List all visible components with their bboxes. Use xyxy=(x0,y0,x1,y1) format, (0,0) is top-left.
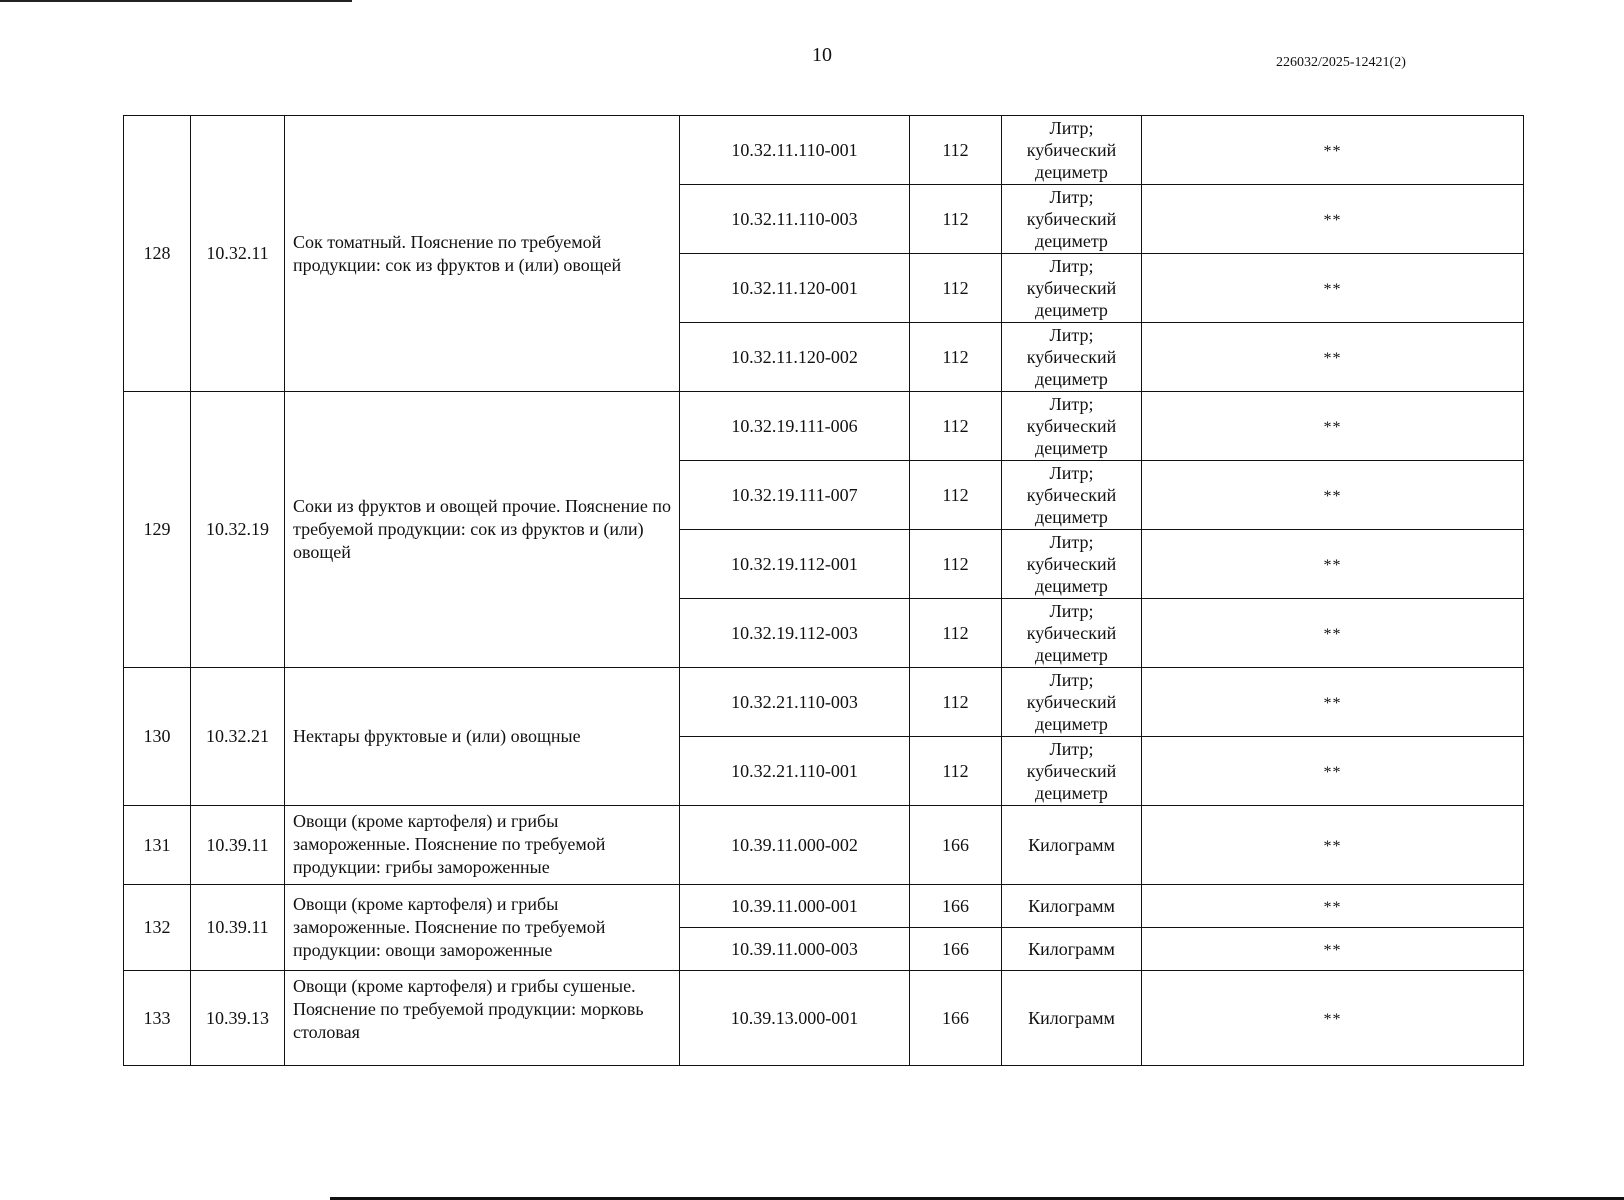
ktru-code-cell: 10.32.21.110-001 xyxy=(680,737,910,806)
table-row xyxy=(124,116,1524,185)
page-number: 10 xyxy=(812,44,832,66)
note-cell xyxy=(1142,185,1524,254)
note-cell xyxy=(1142,461,1524,530)
ktru-code-cell: 10.39.11.000-003 xyxy=(680,928,910,971)
unit-name-cell: Литр; кубический дециметр xyxy=(1002,185,1142,254)
unit-name-cell: Литр; кубический дециметр xyxy=(1002,599,1142,668)
row-number-cell: 130 xyxy=(124,668,191,806)
unit-name-cell: Килограмм xyxy=(1002,885,1142,928)
table-row xyxy=(124,971,1524,1066)
table-row xyxy=(124,806,1524,885)
okei-code-cell: 112 xyxy=(910,599,1002,668)
ktru-code-cell: 10.39.13.000-001 xyxy=(680,971,910,1066)
okei-code-cell: 166 xyxy=(910,928,1002,971)
product-name-cell: Сок томатный. Пояснение по требуемой продукции: сок из фруктов и (или) овощей xyxy=(285,116,680,392)
note-stars: ** xyxy=(1323,142,1342,160)
row-number-cell: 132 xyxy=(124,885,191,971)
okei-code-cell: 112 xyxy=(910,530,1002,599)
okei-code-cell: 112 xyxy=(910,668,1002,737)
ktru-code-cell: 10.32.19.111-007 xyxy=(680,461,910,530)
okei-code-cell: 112 xyxy=(910,254,1002,323)
note-stars: ** xyxy=(1323,280,1342,298)
ktru-code-cell: 10.32.11.110-003 xyxy=(680,185,910,254)
ktru-code-cell: 10.32.11.120-002 xyxy=(680,323,910,392)
okpd-code-cell: 10.39.11 xyxy=(191,885,285,971)
table-row xyxy=(124,668,1524,737)
okei-code-cell: 166 xyxy=(910,806,1002,885)
okei-code-cell: 112 xyxy=(910,392,1002,461)
unit-name-cell: Литр; кубический дециметр xyxy=(1002,116,1142,185)
products-table xyxy=(123,115,1524,1066)
note-cell xyxy=(1142,254,1524,323)
table-body xyxy=(124,116,1524,1066)
unit-name-cell: Литр; кубический дециметр xyxy=(1002,254,1142,323)
note-cell xyxy=(1142,971,1524,1066)
unit-name-cell: Литр; кубический дециметр xyxy=(1002,737,1142,806)
unit-name-cell: Килограмм xyxy=(1002,971,1142,1066)
row-number-cell: 131 xyxy=(124,806,191,885)
note-stars: ** xyxy=(1323,625,1342,643)
ktru-code-cell: 10.32.19.112-001 xyxy=(680,530,910,599)
note-stars: ** xyxy=(1323,1010,1342,1028)
ktru-code-cell: 10.32.11.110-001 xyxy=(680,116,910,185)
note-stars: ** xyxy=(1323,556,1342,574)
ktru-code-cell: 10.32.19.111-006 xyxy=(680,392,910,461)
okei-code-cell: 112 xyxy=(910,323,1002,392)
product-name-cell: Нектары фруктовые и (или) овощные xyxy=(285,668,680,806)
okpd-code-cell: 10.32.21 xyxy=(191,668,285,806)
note-stars: ** xyxy=(1323,418,1342,436)
note-cell xyxy=(1142,737,1524,806)
ktru-code-cell: 10.32.19.112-003 xyxy=(680,599,910,668)
note-stars: ** xyxy=(1323,487,1342,505)
note-cell xyxy=(1142,116,1524,185)
okei-code-cell: 112 xyxy=(910,737,1002,806)
ktru-code-cell: 10.39.11.000-002 xyxy=(680,806,910,885)
okpd-code-cell: 10.32.11 xyxy=(191,116,285,392)
table-row xyxy=(124,885,1524,928)
okpd-code-cell: 10.39.13 xyxy=(191,971,285,1066)
product-name-cell: Овощи (кроме картофеля) и грибы замороженные. Пояснение по требуемой продукции: грибы замороженные xyxy=(285,806,680,885)
note-stars: ** xyxy=(1323,694,1342,712)
note-cell xyxy=(1142,530,1524,599)
unit-name-cell: Литр; кубический дециметр xyxy=(1002,323,1142,392)
okei-code-cell: 166 xyxy=(910,885,1002,928)
row-number-cell: 128 xyxy=(124,116,191,392)
note-cell xyxy=(1142,928,1524,971)
table-row xyxy=(124,392,1524,461)
note-cell xyxy=(1142,323,1524,392)
okei-code-cell: 112 xyxy=(910,185,1002,254)
product-name-cell: Овощи (кроме картофеля) и грибы замороженные. Пояснение по требуемой продукции: овощи замороженные xyxy=(285,885,680,971)
product-name-cell: Соки из фруктов и овощей прочие. Пояснение по требуемой продукции: сок из фруктов и (или) овощей xyxy=(285,392,680,668)
unit-name-cell: Литр; кубический дециметр xyxy=(1002,461,1142,530)
ktru-code-cell: 10.32.11.120-001 xyxy=(680,254,910,323)
unit-name-cell: Литр; кубический дециметр xyxy=(1002,392,1142,461)
okpd-code-cell: 10.39.11 xyxy=(191,806,285,885)
okei-code-cell: 112 xyxy=(910,116,1002,185)
note-cell xyxy=(1142,806,1524,885)
okei-code-cell: 166 xyxy=(910,971,1002,1066)
ktru-code-cell: 10.32.21.110-003 xyxy=(680,668,910,737)
note-cell xyxy=(1142,668,1524,737)
row-number-cell: 129 xyxy=(124,392,191,668)
unit-name-cell: Килограмм xyxy=(1002,928,1142,971)
unit-name-cell: Килограмм xyxy=(1002,806,1142,885)
ktru-code-cell: 10.39.11.000-001 xyxy=(680,885,910,928)
okei-code-cell: 112 xyxy=(910,461,1002,530)
document-id: 226032/2025-12421(2) xyxy=(1276,55,1406,70)
note-cell xyxy=(1142,599,1524,668)
product-name-cell: Овощи (кроме картофеля) и грибы сушеные. Пояснение по требуемой продукции: морковь столовая xyxy=(285,971,680,1066)
note-cell xyxy=(1142,885,1524,928)
note-cell xyxy=(1142,392,1524,461)
unit-name-cell: Литр; кубический дециметр xyxy=(1002,668,1142,737)
note-stars: ** xyxy=(1323,941,1342,959)
row-number-cell: 133 xyxy=(124,971,191,1066)
scan-edge-line-top xyxy=(0,0,352,2)
note-stars: ** xyxy=(1323,898,1342,916)
note-stars: ** xyxy=(1323,211,1342,229)
note-stars: ** xyxy=(1323,763,1342,781)
note-stars: ** xyxy=(1323,349,1342,367)
unit-name-cell: Литр; кубический дециметр xyxy=(1002,530,1142,599)
okpd-code-cell: 10.32.19 xyxy=(191,392,285,668)
note-stars: ** xyxy=(1323,837,1342,855)
